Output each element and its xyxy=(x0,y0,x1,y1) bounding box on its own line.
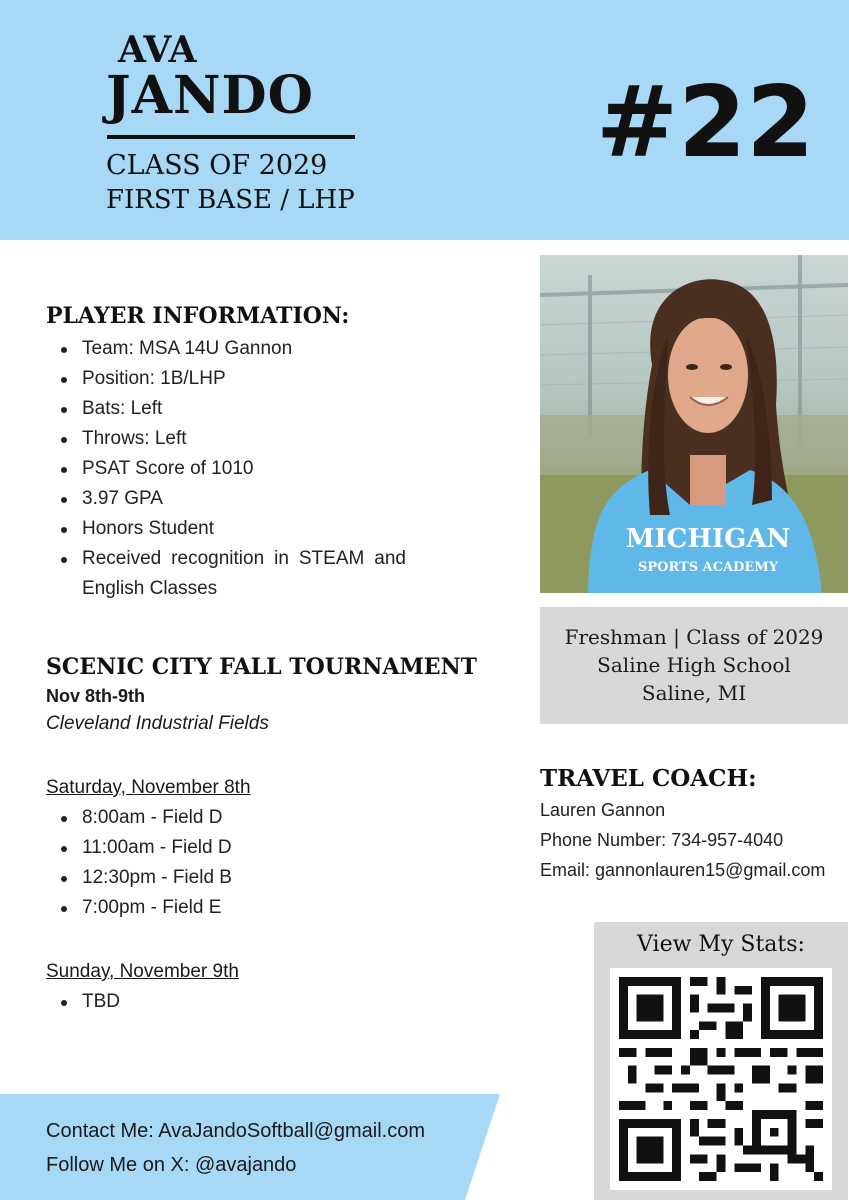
name-divider xyxy=(107,135,355,139)
list-item: PSAT Score of 1010 xyxy=(46,454,426,484)
tournament-section xyxy=(46,653,506,1017)
list-item: Received recognition in STEAM and English Classes xyxy=(46,544,426,604)
list-item: TBD xyxy=(46,987,506,1017)
tournament-dates: Nov 8th-9th xyxy=(46,686,145,706)
player-information-section xyxy=(46,302,426,604)
player-photo-illustration xyxy=(540,255,848,593)
qr-code[interactable] xyxy=(610,968,832,1190)
list-item: 8:00am - Field D xyxy=(46,803,506,833)
stats-label: View My Stats: xyxy=(637,932,805,957)
first-name: AVA xyxy=(118,29,197,71)
list-item: Throws: Left xyxy=(46,424,426,454)
school-name: Saline High School xyxy=(597,653,791,677)
jersey-text-line2: SPORTS ACADEMY xyxy=(637,560,779,575)
header-banner xyxy=(0,0,849,240)
day-label-saturday: Saturday, November 8th xyxy=(46,777,251,798)
list-item: Team: MSA 14U Gannon xyxy=(46,334,426,364)
school-location: Saline, MI xyxy=(641,681,747,705)
player-information-title: PLAYER INFORMATION: xyxy=(46,303,350,329)
stats-box xyxy=(594,922,848,1200)
footer-contact xyxy=(46,1114,425,1182)
list-item: 12:30pm - Field B xyxy=(46,863,506,893)
travel-coach-section xyxy=(540,765,845,885)
list-item: Bats: Left xyxy=(46,394,426,424)
last-name: JANDO xyxy=(106,65,314,126)
tournament-venue: Cleveland Industrial Fields xyxy=(46,713,269,734)
school-info-box xyxy=(540,607,848,724)
coach-email[interactable]: Email: gannonlauren15@gmail.com xyxy=(540,860,826,880)
travel-coach-title: TRAVEL COACH: xyxy=(540,765,757,792)
coach-phone[interactable]: Phone Number: 734-957-4040 xyxy=(540,830,784,850)
player-position: FIRST BASE / LHP xyxy=(106,185,355,215)
social-handle[interactable]: Follow Me on X: @avajando xyxy=(46,1154,297,1176)
jersey-text-line1: MICHIGAN xyxy=(625,524,791,554)
player-photo xyxy=(540,255,848,593)
list-item: Honors Student xyxy=(46,514,426,544)
class-year: CLASS OF 2029 xyxy=(106,150,328,181)
grade-class: Freshman | Class of 2029 xyxy=(564,625,824,649)
tournament-title: SCENIC CITY FALL TOURNAMENT xyxy=(46,654,478,680)
list-item: Position: 1B/LHP xyxy=(46,364,426,394)
list-item: 3.97 GPA xyxy=(46,484,426,514)
coach-name: Lauren Gannon xyxy=(540,800,666,820)
day-label-sunday: Sunday, November 9th xyxy=(46,961,239,982)
jersey-number: #22 xyxy=(596,66,815,180)
qr-code-icon xyxy=(610,968,832,1190)
contact-email[interactable]: Contact Me: AvaJandoSoftball@gmail.com xyxy=(46,1120,426,1142)
list-item: 11:00am - Field D xyxy=(46,833,506,863)
list-item: 7:00pm - Field E xyxy=(46,893,506,923)
saturday-schedule xyxy=(46,803,506,923)
player-information-list xyxy=(46,334,426,604)
sunday-schedule xyxy=(46,987,506,1017)
